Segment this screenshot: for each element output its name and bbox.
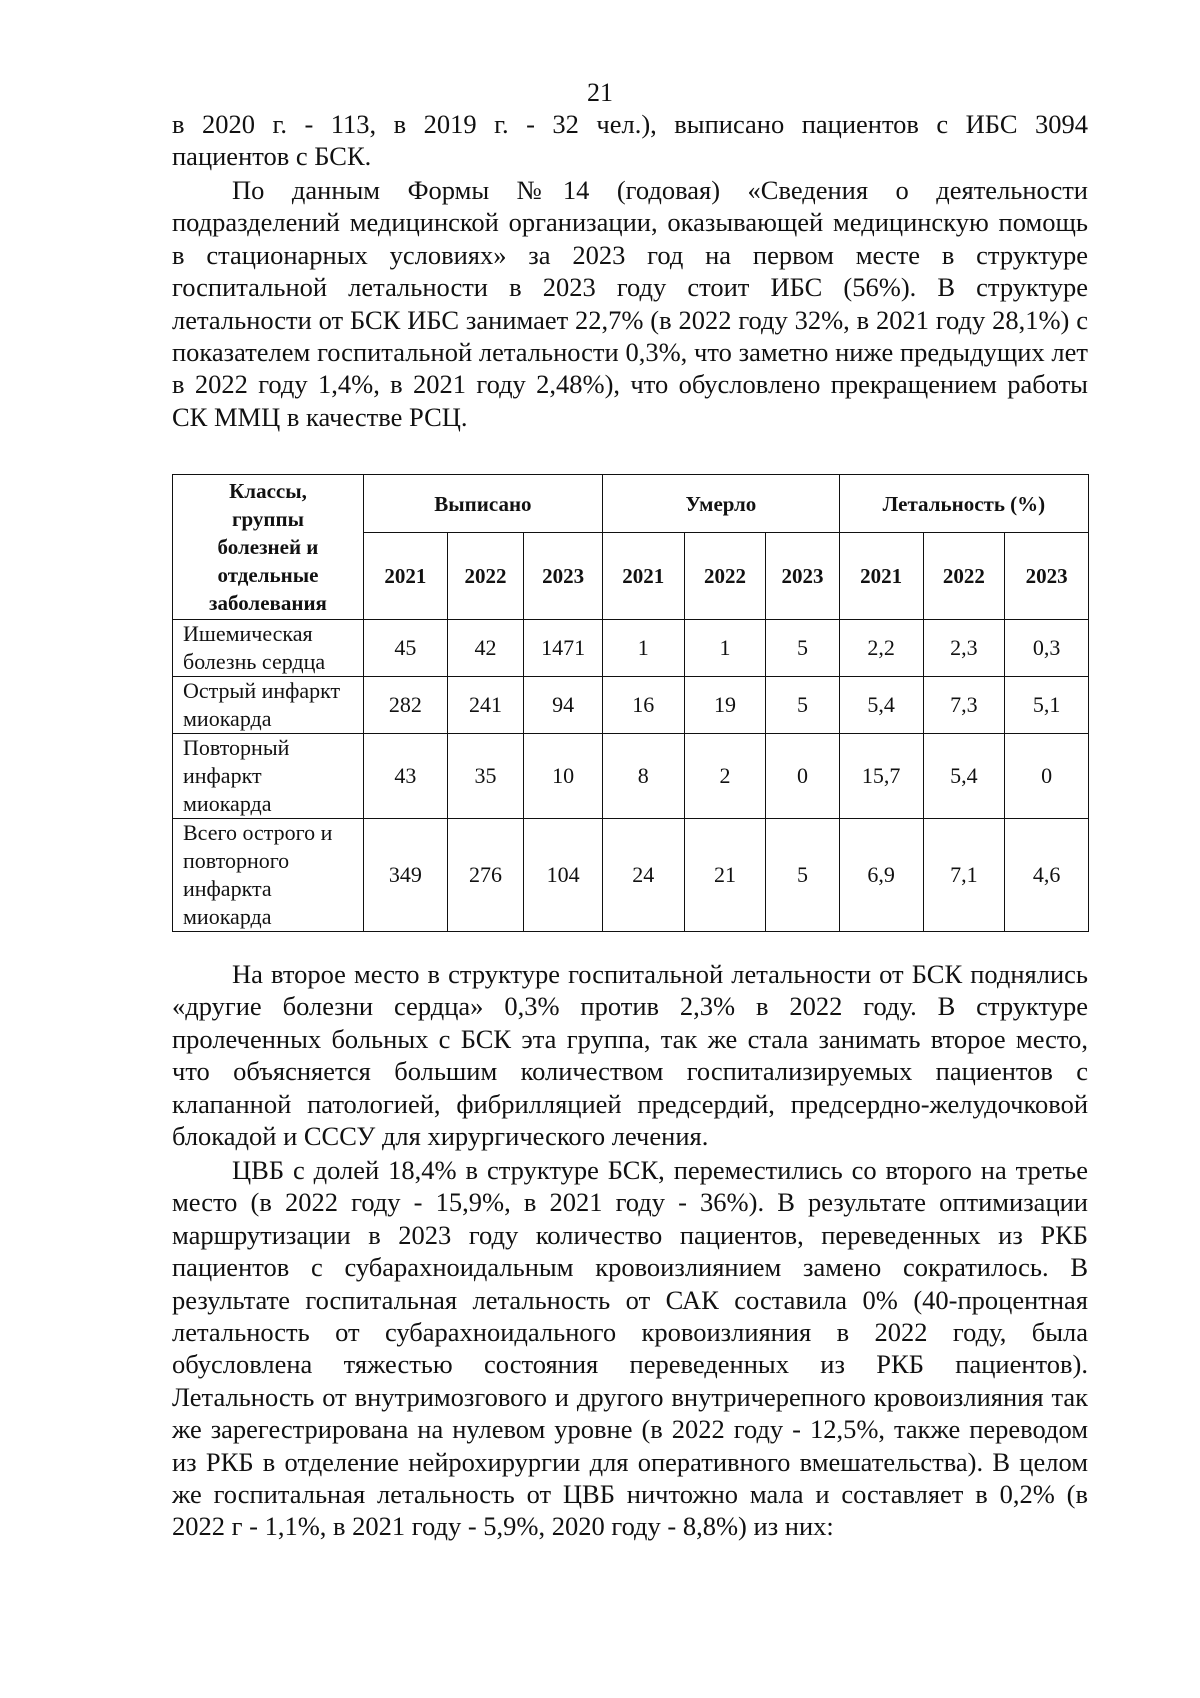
table-cell: 0,3 <box>1005 620 1089 677</box>
table-cell: 241 <box>447 677 524 734</box>
row-label-line: болезнь сердца <box>183 649 326 674</box>
table-cell: 2,2 <box>839 620 923 677</box>
table-cell: 6,9 <box>839 819 923 932</box>
table-cell: 282 <box>363 677 447 734</box>
row-label-line: повторного <box>183 848 290 873</box>
table-cell: 24 <box>602 819 684 932</box>
intro-text <box>172 108 1088 173</box>
row-label <box>173 620 364 677</box>
table-cell: 35 <box>447 734 524 819</box>
table-row <box>173 734 1089 819</box>
header-year: 2021 <box>839 533 923 620</box>
table-cell: 7,3 <box>923 677 1005 734</box>
header-classes-line: группы <box>231 507 304 531</box>
row-label-line: миокарда <box>183 791 272 816</box>
table-cell: 5 <box>766 620 840 677</box>
table-cell: 5,4 <box>839 677 923 734</box>
table-cell: 19 <box>684 677 766 734</box>
table-cell: 4,6 <box>1005 819 1089 932</box>
header-year: 2022 <box>923 533 1005 620</box>
row-label-line: Острый инфаркт <box>183 678 341 703</box>
table-cell: 5 <box>766 677 840 734</box>
table-cell: 16 <box>602 677 684 734</box>
header-year: 2021 <box>602 533 684 620</box>
header-year: 2022 <box>684 533 766 620</box>
table-cell: 2 <box>684 734 766 819</box>
table-cell: 276 <box>447 819 524 932</box>
paragraph-2 <box>172 958 1088 1152</box>
table-header-row-1 <box>173 475 1089 533</box>
paragraph-1-text: По данным Формы №14 (годовая) «Сведения о деятельности подразделений медицинской организации, оказывающей медицинскую помощь в стационарных условиях» за 2023 год на первом месте в структуре госпитальной летальности в 2023 году стоит ИБС (56%). В структуре летальности от БСК ИБС занимает 22,7% (в 2022 году 32%, в 2021 году 28,1%) с показателем госпитальной летальности 0,3%, что заметно ниже предыдущих лет в 2022 году 1,4%, в 2021 году 2,48%), что обусловлено прекращением работы СК ММЦ в качестве РСЦ. <box>172 175 1088 432</box>
header-classes-line: болезней и <box>217 535 319 559</box>
header-discharged: Выписано <box>363 475 602 533</box>
row-label <box>173 819 364 932</box>
row-label-line: Всего острого и <box>183 820 333 845</box>
row-label <box>173 677 364 734</box>
header-classes-line: Классы, <box>229 479 307 503</box>
row-label <box>173 734 364 819</box>
row-label-line: миокарда <box>183 706 272 731</box>
intro-line-2: пациентов с БСК. <box>172 141 372 172</box>
table-cell: 5 <box>766 819 840 932</box>
row-label-line: Повторный <box>183 735 290 760</box>
row-label-line: Ишемическая <box>183 621 313 646</box>
paragraph-3-text: ЦВБ с долей 18,4% в структуре БСК, переместились со второго на третье место (в 2022 году - 15,9%, в 2021 году - 36%). В результате оптимизации маршрутизации в 2023 году количество пациентов, переведенных из РКБ пациентов с субарахноидальным кровоизлиянием замено сократилось. В результате госпитальная летальность от САК составила 0% (40-процентная летальность от субарахноидального кровоизлияния в 2022 году, была обусловлена тяжестью состояния переведенных из РКБ пациентов). Летальность от внутримозгового и другого внутричерепного кровоизлияния так же зарегестрирована на нулевом уровне (в 2022 году - 12,5%, также переводом из РКБ в отделение нейрохирургии для оперативного вмешательства). В целом же госпитальная летальность от ЦВБ ничтожно мала и составляет в 0,2% (в 2022 г - 1,1%, в 2021 году - 5,9%, 2020 году - 8,8%) из них: <box>172 1155 1088 1542</box>
header-year: 2023 <box>524 533 603 620</box>
header-year: 2021 <box>363 533 447 620</box>
table-cell: 43 <box>363 734 447 819</box>
table-cell: 94 <box>524 677 603 734</box>
table-row <box>173 819 1089 932</box>
header-lethality: Летальность (%) <box>839 475 1088 533</box>
header-died: Умерло <box>602 475 839 533</box>
table-cell: 0 <box>1005 734 1089 819</box>
header-year: 2023 <box>1005 533 1089 620</box>
table-cell: 8 <box>602 734 684 819</box>
table-cell: 349 <box>363 819 447 932</box>
row-label-line: инфаркт <box>183 763 262 788</box>
table-cell: 42 <box>447 620 524 677</box>
row-label-line: миокарда <box>183 904 272 929</box>
header-classes-line: заболевания <box>209 591 327 615</box>
table-cell: 7,1 <box>923 819 1005 932</box>
table-cell: 10 <box>524 734 603 819</box>
table-cell: 21 <box>684 819 766 932</box>
header-year: 2023 <box>766 533 840 620</box>
page-number: 21 <box>587 78 613 107</box>
table-cell: 15,7 <box>839 734 923 819</box>
table-cell: 5,1 <box>1005 677 1089 734</box>
row-label-line: инфаркта <box>183 876 272 901</box>
table-cell: 1471 <box>524 620 603 677</box>
paragraph-2-text: На второе место в структуре госпитальной летальности от БСК поднялись «другие болезни сердца» 0,3% против 2,3% в 2022 году. В структуре пролеченных больных с БСК эта группа, так же стала занимать второе место, что объясняется большим количеством госпитализируемых пациентов с клапанной патологией, фибрилляцией предсердий, предсердно-желудочковой блокадой и СССУ для хирургического лечения. <box>172 959 1088 1152</box>
header-classes <box>173 475 364 620</box>
table-cell: 2,3 <box>923 620 1005 677</box>
table-cell: 1 <box>684 620 766 677</box>
paragraph-3 <box>172 1154 1088 1543</box>
header-year: 2022 <box>447 533 524 620</box>
header-classes-line: отдельные <box>217 563 319 587</box>
table-row <box>173 677 1089 734</box>
table-cell: 0 <box>766 734 840 819</box>
table-cell: 5,4 <box>923 734 1005 819</box>
statistics-table <box>172 474 1089 932</box>
table-cell: 104 <box>524 819 603 932</box>
table-cell: 45 <box>363 620 447 677</box>
paragraph-1 <box>172 174 1088 433</box>
intro-line-1: в 2020 г. - 113, в 2019 г. - 32 чел.), выписано пациентов с ИБС 3094 <box>172 109 1088 139</box>
table-cell: 1 <box>602 620 684 677</box>
table-row <box>173 620 1089 677</box>
